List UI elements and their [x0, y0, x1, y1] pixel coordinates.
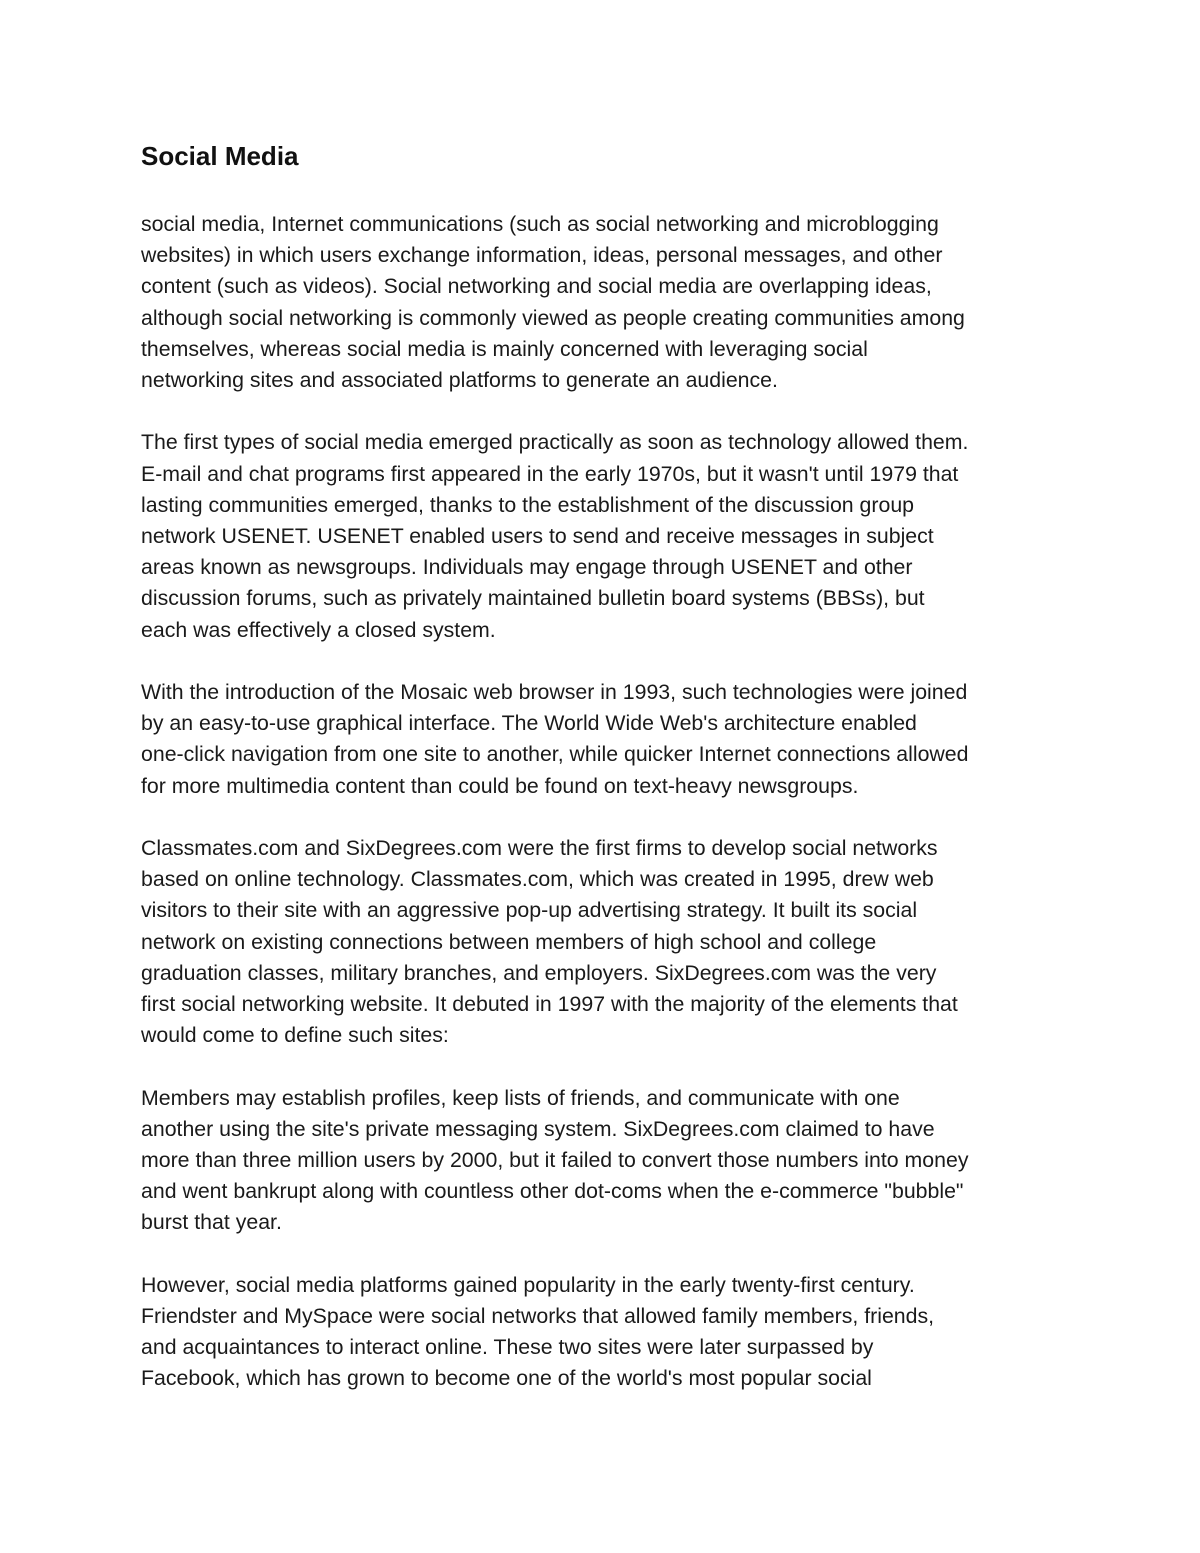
paragraph-list — [141, 209, 1071, 1395]
paragraph-line: would come to define such sites: — [141, 1023, 449, 1048]
paragraph-line: However, social media platforms gained popularity in the early twenty-first century. — [141, 1272, 915, 1297]
paragraph-line: areas known as newsgroups. Individuals may engage through USENET and other — [141, 555, 913, 580]
paragraph-line: networking sites and associated platforms to generate an audience. — [141, 368, 778, 393]
paragraph-line: content (such as videos). Social networking and social media are overlapping ideas, — [141, 274, 932, 299]
paragraph-2 — [141, 427, 1071, 645]
paragraph-line: and went bankrupt along with countless other dot-coms when the e-commerce "bubble" — [141, 1179, 964, 1204]
paragraph-line: The first types of social media emerged practically as soon as technology allowed them. — [141, 430, 969, 455]
paragraph-line: another using the site's private messaging system. SixDegrees.com claimed to have — [141, 1116, 935, 1141]
paragraph-line: Friendster and MySpace were social networks that allowed family members, friends, — [141, 1304, 935, 1329]
paragraph-line: based on online technology. Classmates.com, which was created in 1995, drew web — [141, 867, 934, 892]
document-title: Social Media — [141, 141, 299, 171]
paragraph-line: Facebook, which has grown to become one of the world's most popular social — [141, 1366, 872, 1391]
paragraph-4 — [141, 833, 1071, 1051]
document-body — [141, 138, 1071, 1426]
paragraph-line: discussion forums, such as privately maintained bulletin board systems (BBSs), but — [141, 586, 925, 611]
paragraph-line: websites) in which users exchange information, ideas, personal messages, and other — [141, 243, 943, 268]
paragraph-line: lasting communities emerged, thanks to the establishment of the discussion group — [141, 492, 915, 517]
paragraph-line: network USENET. USENET enabled users to send and receive messages in subject — [141, 524, 934, 549]
paragraph-1 — [141, 209, 1071, 396]
paragraph-line: themselves, whereas social media is mainly concerned with leveraging social — [141, 336, 868, 361]
paragraph-line: and acquaintances to interact online. These two sites were later surpassed by — [141, 1335, 874, 1360]
paragraph-line: by an easy-to-use graphical interface. The World Wide Web's architecture enabled — [141, 711, 917, 736]
paragraph-6 — [141, 1270, 1071, 1395]
paragraph-line: graduation classes, military branches, and employers. SixDegrees.com was the very — [141, 960, 937, 985]
paragraph-line: first social networking website. It debuted in 1997 with the majority of the elements that — [141, 992, 958, 1017]
paragraph-line: for more multimedia content than could be found on text-heavy newsgroups. — [141, 773, 859, 798]
paragraph-line: each was effectively a closed system. — [141, 617, 496, 642]
paragraph-line: social media, Internet communications (such as social networking and microblogging — [141, 212, 939, 236]
paragraph-line: E-mail and chat programs first appeared in the early 1970s, but it wasn't until 1979 that — [141, 461, 959, 486]
paragraph-3 — [141, 677, 1071, 802]
paragraph-5 — [141, 1083, 1071, 1239]
paragraph-line: With the introduction of the Mosaic web browser in 1993, such technologies were joined — [141, 680, 968, 705]
paragraph-line: although social networking is commonly viewed as people creating communities among — [141, 305, 965, 330]
paragraph-line: Classmates.com and SixDegrees.com were the first firms to develop social networks — [141, 836, 938, 861]
paragraph-line: visitors to their site with an aggressive pop-up advertising strategy. It built its social — [141, 898, 918, 923]
paragraph-line: burst that year. — [141, 1210, 282, 1235]
paragraph-line: network on existing connections between members of high school and college — [141, 929, 877, 954]
paragraph-line: Members may establish profiles, keep lists of friends, and communicate with one — [141, 1085, 900, 1110]
paragraph-line: more than three million users by 2000, but it failed to convert those numbers into money — [141, 1148, 969, 1173]
paragraph-line: one-click navigation from one site to another, while quicker Internet connections allowed — [141, 742, 969, 767]
